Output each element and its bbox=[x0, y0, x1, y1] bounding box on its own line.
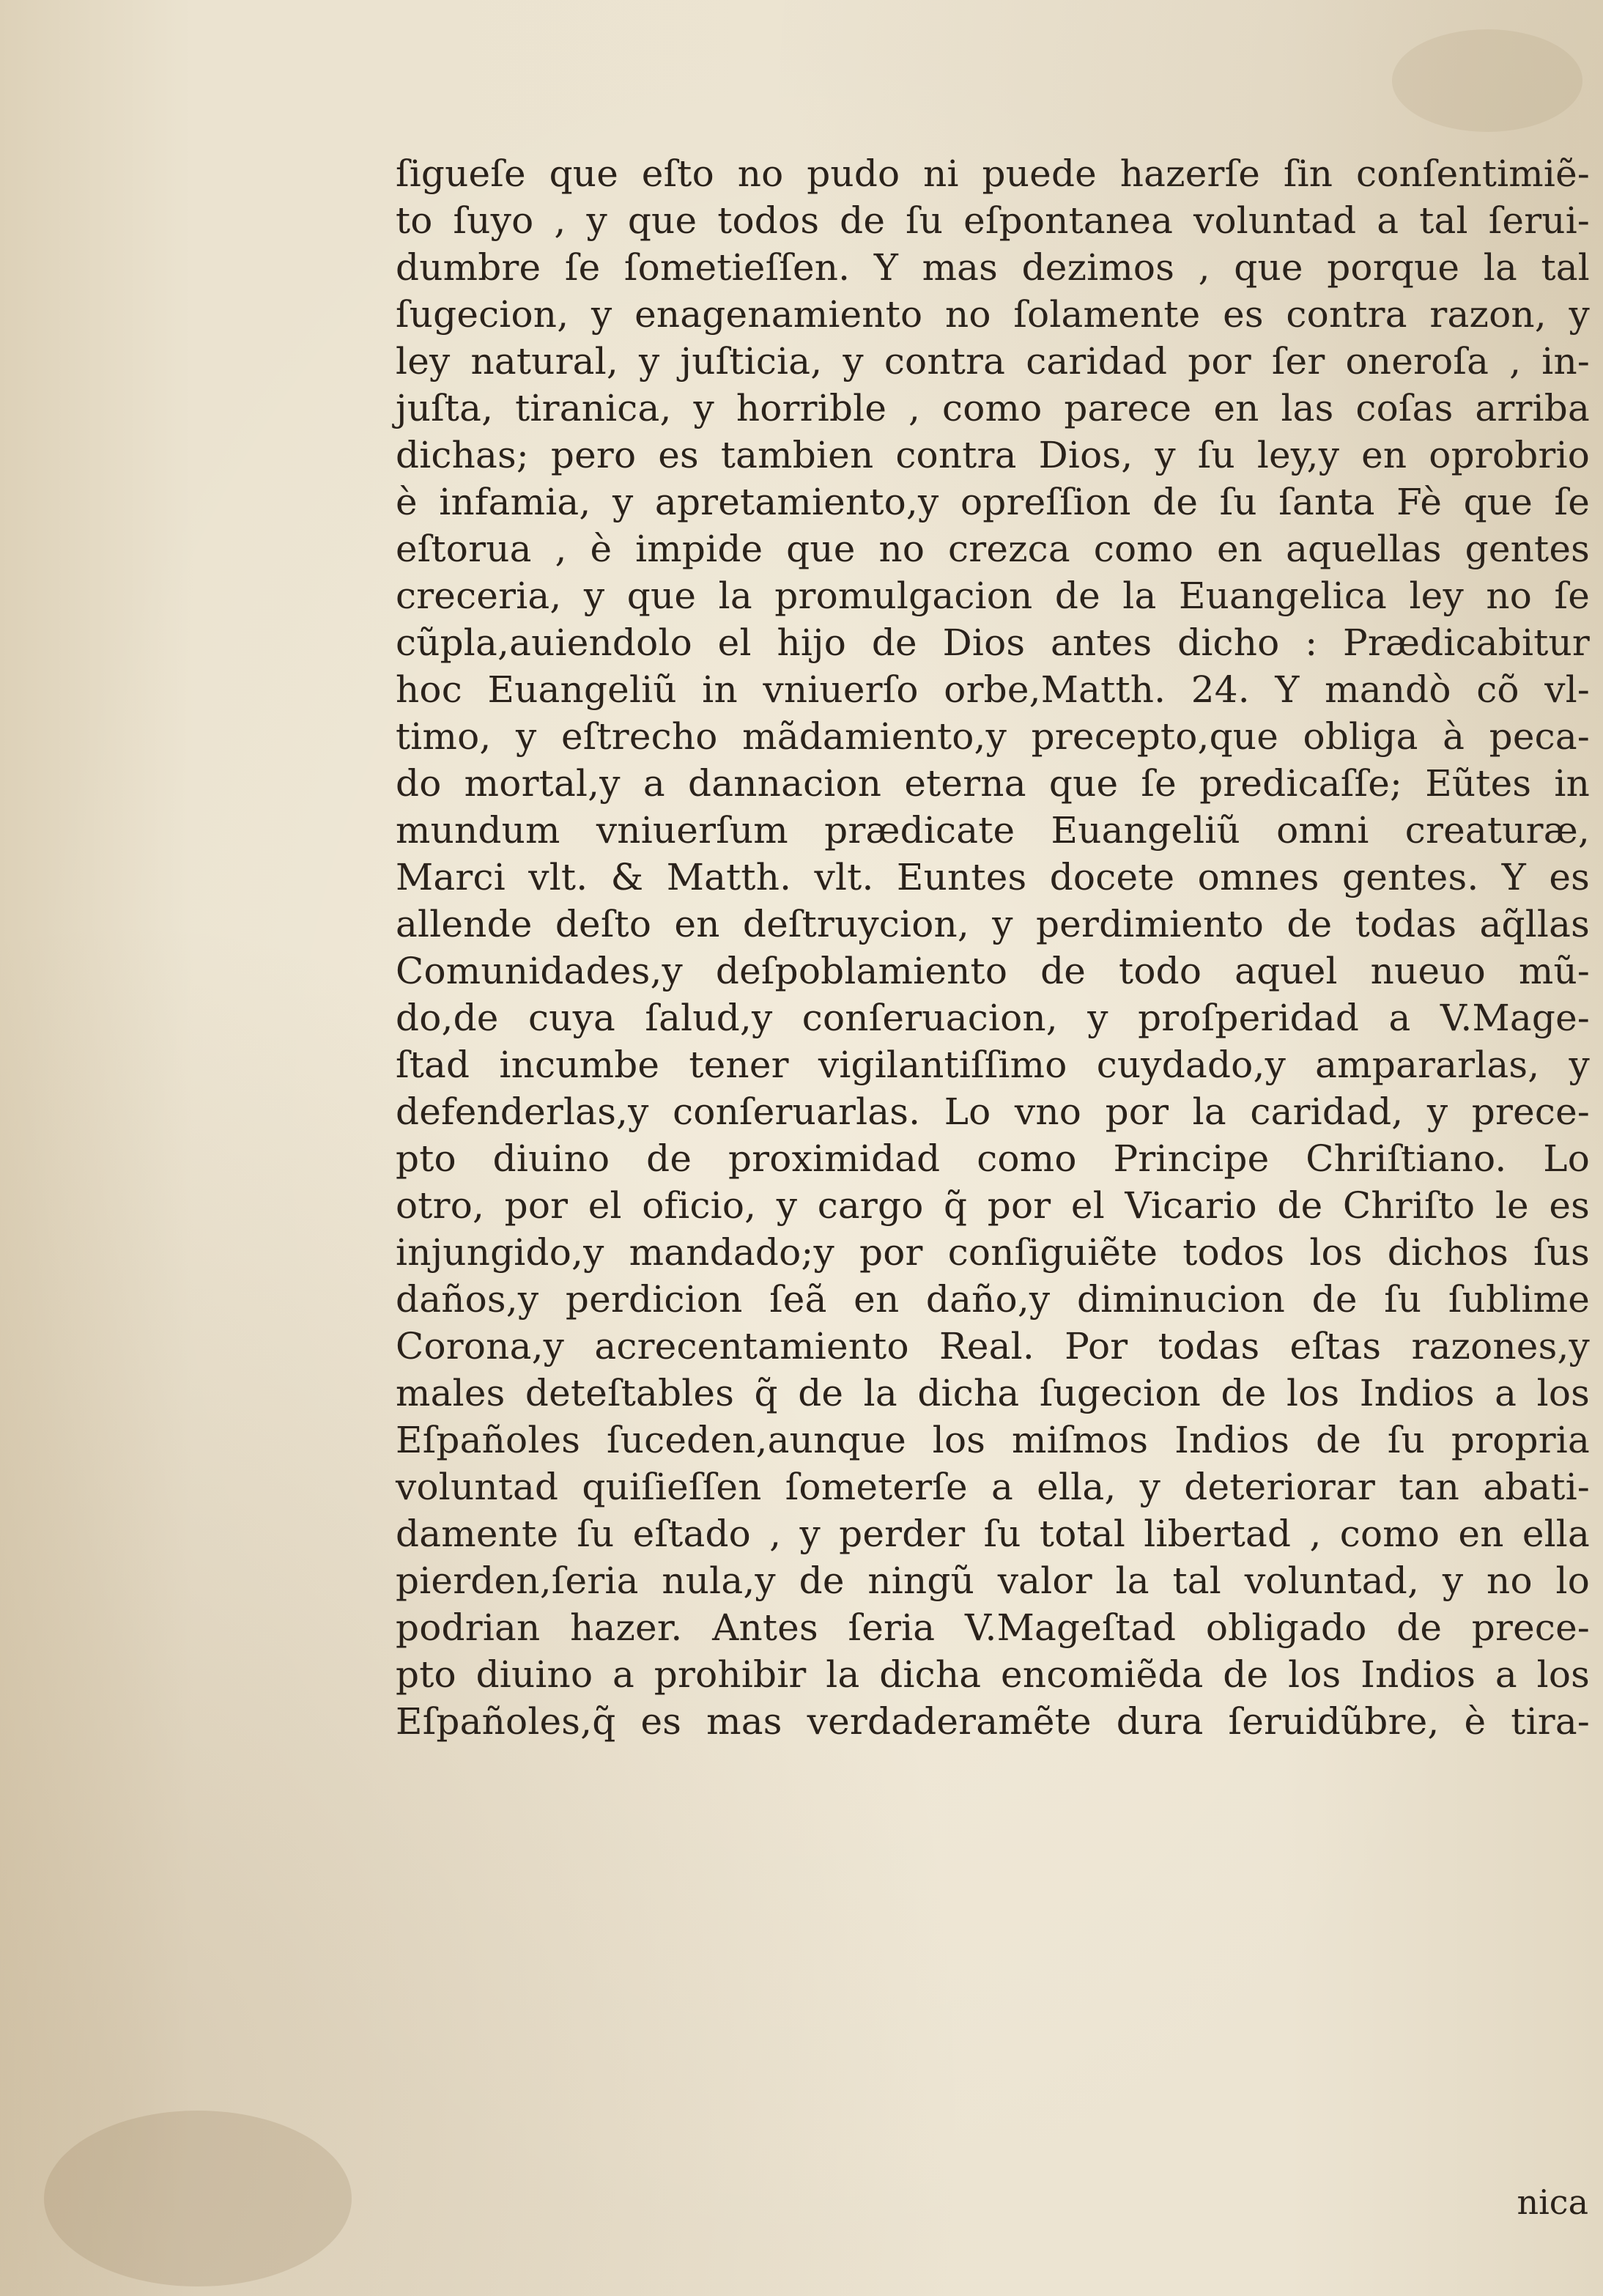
text-line: pto diuino a prohibir la dicha encomiẽda de los Indios a los bbox=[396, 1653, 1590, 1696]
text-line: ſigueſe que eſto no pudo ni puede hazerſe ſin conſentimiẽ- bbox=[396, 152, 1590, 195]
text-line: to ſuyo , y que todos de ſu eſpontanea voluntad a tal ſerui- bbox=[396, 199, 1590, 242]
text-line: ſugecion, y enagenamiento no ſolamente es contra razon, y bbox=[396, 293, 1590, 336]
text-line: do mortal,y a dannacion eterna que ſe predicaſſe; Eũtes in bbox=[396, 762, 1590, 805]
text-line: Eſpañoles,q̃ es mas verdaderamẽte dura ſeruidũbre, è tira- bbox=[396, 1700, 1590, 1743]
text-line: mundum vniuerſum prædicate Euangeliũ omni creaturæ, bbox=[396, 809, 1590, 852]
text-line: dumbre ſe ſometieſſen. Y mas dezimos , que porque la tal bbox=[396, 246, 1590, 289]
text-line: timo, y eſtrecho mãdamiento,y precepto,que obliga à peca- bbox=[396, 715, 1590, 758]
text-line: do,de cuya ſalud,y conſeruacion, y proſperidad a V.Mage- bbox=[396, 997, 1590, 1039]
text-line: pto diuino de proximidad como Principe Chriſtiano. Lo bbox=[396, 1137, 1590, 1180]
text-line: Eſpañoles ſuceden,aunque los miſmos Indios de ſu propria bbox=[396, 1419, 1590, 1461]
paper-stain bbox=[44, 2111, 352, 2286]
text-line: injungido,y mandado;y por conſiguiẽte todos los dichos ſus bbox=[396, 1231, 1590, 1274]
text-line: pierden,ſeria nula,y de ningũ valor la tal voluntad, y no lo bbox=[396, 1559, 1590, 1602]
text-line: è infamia, y apretamiento,y opreſſion de ſu ſanta Fè que ſe bbox=[396, 481, 1590, 523]
text-line: males deteſtables q̃ de la dicha ſugecion de los Indios a los bbox=[396, 1372, 1590, 1414]
paper-stain bbox=[1392, 29, 1582, 132]
text-line: cũpla,auiendolo el hijo de Dios antes dicho : Prædicabitur bbox=[396, 621, 1590, 664]
catchword: nica bbox=[1517, 2182, 1588, 2222]
body-text bbox=[396, 150, 1590, 1745]
text-line: creceria, y que la promulgacion de la Euangelica ley no ſe bbox=[396, 575, 1590, 617]
text-line: Marci vlt. & Matth. vlt. Euntes docete omnes gentes. Y es bbox=[396, 856, 1590, 898]
text-line: Corona,y acrecentamiento Real. Por todas eſtas razones,y bbox=[396, 1325, 1590, 1367]
text-line: Comunidades,y deſpoblamiento de todo aquel nueuo mũ- bbox=[396, 950, 1590, 992]
text-line: daños,y perdicion ſeã en daño,y diminucion de ſu ſublime bbox=[396, 1278, 1590, 1321]
text-line: voluntad quiſieſſen ſometerſe a ella, y deteriorar tan abati- bbox=[396, 1466, 1590, 1508]
text-line: damente ſu eſtado , y perder ſu total libertad , como en ella bbox=[396, 1513, 1590, 1555]
text-line: dichas; pero es tambien contra Dios, y ſu ley,y en oprobrio bbox=[396, 434, 1590, 476]
text-line: otro, por el oficio, y cargo q̃ por el Vicario de Chriſto le es bbox=[396, 1184, 1590, 1227]
text-line: podrian hazer. Antes ſeria V.Mageſtad obligado de prece- bbox=[396, 1606, 1590, 1649]
text-line: ley natural, y juſticia, y contra caridad por ſer oneroſa , in- bbox=[396, 340, 1590, 383]
text-line: allende deſto en deſtruycion, y perdimiento de todas aq̃llas bbox=[396, 903, 1590, 945]
text-line: ſtad incumbe tener vigilantiſſimo cuydado,y ampararlas, y bbox=[396, 1044, 1590, 1086]
text-line: eſtorua , è impide que no crezca como en aquellas gentes bbox=[396, 528, 1590, 570]
text-line: hoc Euangeliũ in vniuerſo orbe,Matth. 24. Y mandò cõ vl- bbox=[396, 668, 1590, 711]
text-line: defenderlas,y conſeruarlas. Lo vno por la caridad, y prece- bbox=[396, 1090, 1590, 1133]
text-line: juſta, tiranica, y horrible , como parece en las coſas arriba bbox=[396, 387, 1590, 429]
